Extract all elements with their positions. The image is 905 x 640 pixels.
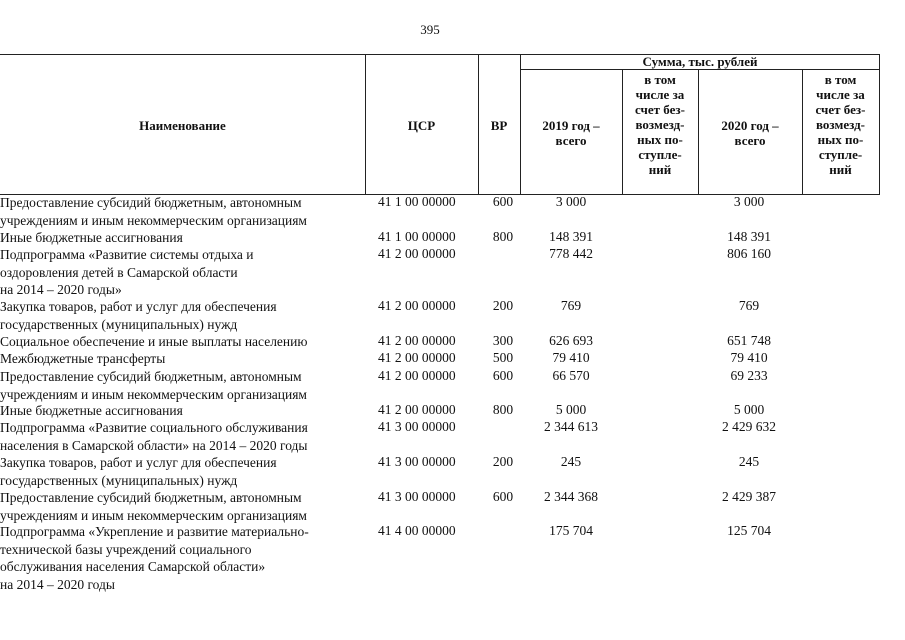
row-2019: 2 344 368: [544, 489, 598, 504]
row-csr: 41 3 00 00000: [378, 489, 456, 504]
row-csr: 41 3 00 00000: [378, 419, 456, 434]
row-name: Иные бюджетные ассигнования: [0, 230, 183, 245]
row-2020: 148 391: [727, 229, 771, 244]
row-vr: 300: [492, 333, 514, 348]
row-2019: 2 344 613: [544, 419, 598, 434]
row-name: Межбюджетные трансферты: [0, 351, 166, 366]
row-2020: 245: [738, 454, 760, 469]
row-2019: 175 704: [549, 523, 593, 538]
row-csr: 41 1 00 00000: [378, 229, 456, 244]
row-name: Подпрограмма «Развитие системы отдыха и оздоровления детей в Самарской области на 2014 – 2020 годы»: [0, 247, 254, 297]
row-csr: 41 2 00 00000: [378, 368, 456, 383]
table-header: [0, 54, 880, 194]
row-csr: 41 2 00 00000: [378, 402, 456, 417]
row-2020: 2 429 387: [722, 489, 776, 504]
row-2019: 66 570: [552, 368, 590, 383]
row-csr: 41 2 00 00000: [378, 333, 456, 348]
row-name: Закупка товаров, работ и услуг для обеспечения государственных (муниципальных) нужд: [0, 299, 277, 332]
row-csr: 41 2 00 00000: [378, 350, 456, 365]
row-vr: 800: [492, 229, 514, 244]
row-vr: 600: [492, 489, 514, 504]
row-name: Предоставление субсидий бюджетным, автономным учреждениям и иным некоммерческим организациям: [0, 195, 307, 228]
row-2019: 3 000: [555, 194, 587, 209]
row-name: Подпрограмма «Укрепление и развитие материально- технической базы учреждений социального обслуживания населения Самарской области» на 2014 – 2020 годы: [0, 524, 309, 592]
row-2020: 806 160: [727, 246, 771, 261]
row-vr: 800: [492, 402, 514, 417]
row-2019: 769: [560, 298, 582, 313]
header-csr: ЦСР: [407, 118, 436, 133]
header-2019-total: 2019 год – всего: [542, 118, 600, 148]
row-2020: 2 429 632: [722, 419, 776, 434]
row-2019: 79 410: [552, 350, 590, 365]
row-vr: 600: [492, 368, 514, 383]
row-vr: 500: [492, 350, 514, 365]
row-2020: 3 000: [733, 194, 765, 209]
row-2019: 5 000: [555, 402, 587, 417]
row-2019: 245: [560, 454, 582, 469]
row-vr: 200: [492, 454, 514, 469]
row-2020: 125 704: [727, 523, 771, 538]
row-name: Предоставление субсидий бюджетным, автономным учреждениям и иным некоммерческим организациям: [0, 490, 307, 523]
row-csr: 41 3 00 00000: [378, 454, 456, 469]
row-2020: 5 000: [733, 402, 765, 417]
row-vr: 200: [492, 298, 514, 313]
row-name: Иные бюджетные ассигнования: [0, 403, 183, 418]
header-sum-title: Сумма, тыс. рублей: [642, 54, 758, 69]
header-2020-total: 2020 год – всего: [721, 118, 779, 148]
row-csr: 41 2 00 00000: [378, 298, 456, 313]
row-name: Закупка товаров, работ и услуг для обеспечения государственных (муниципальных) нужд: [0, 455, 277, 488]
header-2019-free: в том числе за счет без- возмезд- ных по- ступле- ний: [635, 72, 685, 177]
row-name: Подпрограмма «Развитие социального обслуживания населения в Самарской области» на 2014 – 2020 годы: [0, 420, 308, 453]
row-2020: 69 233: [730, 368, 768, 383]
row-csr: 41 1 00 00000: [378, 194, 456, 209]
row-csr: 41 4 00 00000: [378, 523, 456, 538]
header-name: Наименование: [139, 118, 226, 133]
row-2019: 778 442: [549, 246, 593, 261]
row-2020: 769: [738, 298, 760, 313]
page-number: 395: [420, 22, 440, 37]
header-2020-free: в том числе за счет без- возмезд- ных по- ступле- ний: [815, 72, 866, 177]
row-2019: 148 391: [549, 229, 593, 244]
row-name: Социальное обеспечение и иные выплаты населению: [0, 334, 308, 349]
header-vr: ВР: [490, 118, 508, 133]
row-2020: 79 410: [730, 350, 768, 365]
row-vr: 600: [492, 194, 514, 209]
row-csr: 41 2 00 00000: [378, 246, 456, 261]
row-2020: 651 748: [727, 333, 771, 348]
row-2019: 626 693: [549, 333, 593, 348]
row-name: Предоставление субсидий бюджетным, автономным учреждениям и иным некоммерческим организациям: [0, 369, 307, 402]
